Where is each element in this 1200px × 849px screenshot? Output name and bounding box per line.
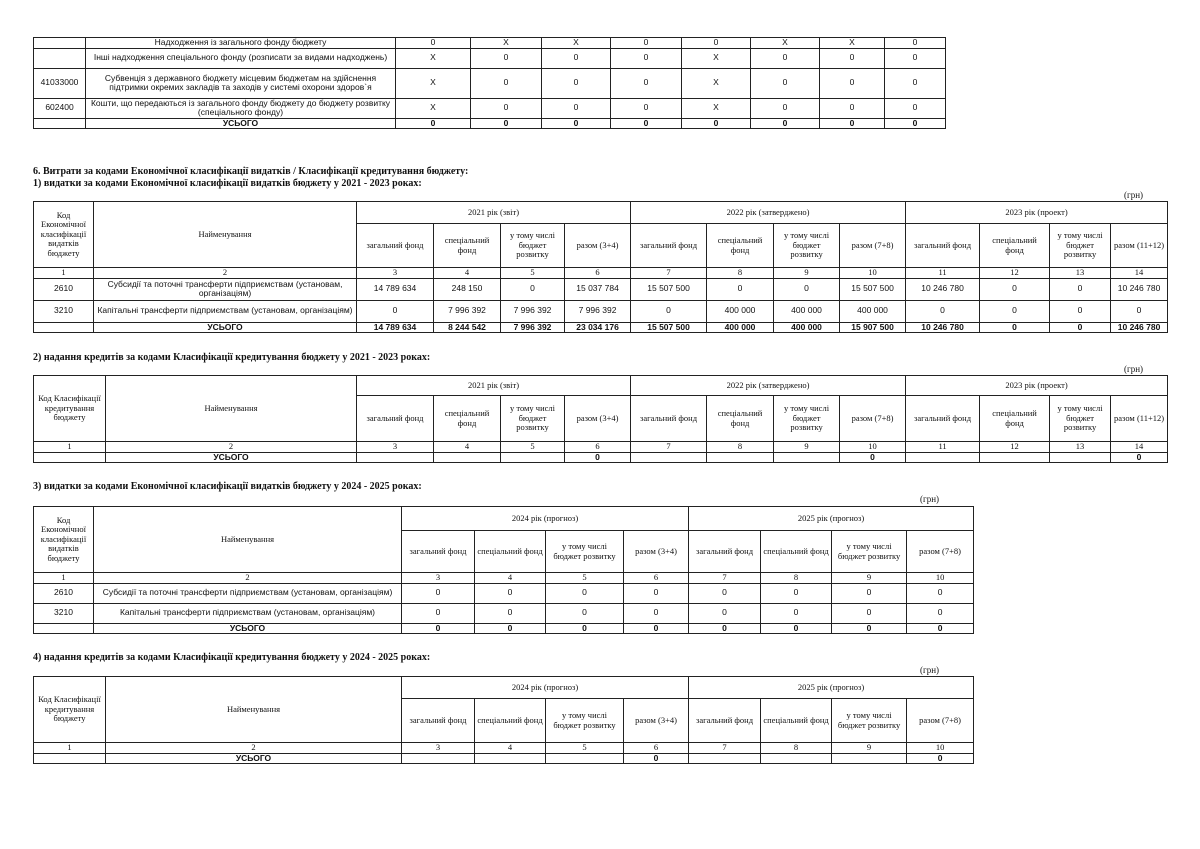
row-name: Надходження із загального фонду бюджету [86,38,396,49]
t1-year-2022: 2022 рік (затверджено) [631,202,906,224]
column-header: спеціальний фонд [475,699,546,743]
column-header: разом (7+8) [840,396,906,442]
column-header: спеціальний фонд [434,224,501,268]
column-header: разом (3+4) [624,531,689,573]
row-value [631,452,707,463]
column-number: 7 [689,573,761,584]
row-value: 0 [885,48,946,68]
row-code: 3210 [34,300,94,322]
row-name: Інші надходження спеціального фонду (розписати за видами надходжень) [86,48,396,68]
row-value: 0 [980,278,1050,300]
row-value [434,452,501,463]
column-number: 6 [565,268,631,279]
row-value: 0 [689,583,761,603]
row-value: 0 [820,68,885,98]
row-value: 0 [611,38,682,49]
t2-year-2021: 2021 рік (звіт) [357,376,631,396]
column-number: 1 [34,268,94,279]
row-name: УСЬОГО [94,623,402,634]
row-value: 400 000 [774,322,840,333]
column-header: спеціальний фонд [980,396,1050,442]
column-number: 6 [624,573,689,584]
column-header: разом (7+8) [907,531,974,573]
t4-name-header: Найменування [106,677,402,743]
column-header: спеціальний фонд [434,396,501,442]
row-value: 7 996 392 [565,300,631,322]
subsection4-title: 4) надання кредитів за кодами Класифікації кредитування бюджету у 2024 - 2025 роках: [33,652,431,663]
column-number: 9 [832,743,907,754]
column-header: разом (11+12) [1111,224,1168,268]
t1-year-2023: 2023 рік (проект) [906,202,1168,224]
row-value: 0 [471,98,542,118]
row-value: 400 000 [707,322,774,333]
column-number: 2 [106,743,402,754]
row-value: 0 [774,278,840,300]
column-number: 14 [1111,442,1168,453]
column-number: 9 [774,268,840,279]
column-header: у тому числі бюджет розвитку [546,531,624,573]
column-number: 4 [434,442,501,453]
t1-year-2021: 2021 рік (звіт) [357,202,631,224]
row-value: 0 [624,603,689,623]
column-header: у тому числі бюджет розвитку [774,224,840,268]
row-value: 0 [565,452,631,463]
row-value: 0 [542,98,611,118]
column-number: 10 [840,268,906,279]
row-value: 7 996 392 [434,300,501,322]
row-value [402,753,475,764]
table-row [34,278,1168,300]
column-header: у тому числі бюджет розвитку [832,531,907,573]
column-number: 11 [906,442,980,453]
row-value [980,452,1050,463]
row-value: X [542,38,611,49]
t3-year-2025: 2025 рік (прогноз) [689,507,974,531]
row-value: X [682,98,751,118]
row-value: 0 [907,583,974,603]
row-name: УСЬОГО [106,452,357,463]
row-value: 0 [885,118,946,129]
row-value: 0 [402,583,475,603]
column-header: разом (7+8) [907,699,974,743]
t4-year-2025: 2025 рік (прогноз) [689,677,974,699]
row-value: 0 [906,300,980,322]
row-value: 7 996 392 [501,322,565,333]
row-code: 602400 [34,98,86,118]
column-number: 12 [980,268,1050,279]
column-header: у тому числі бюджет розвитку [501,396,565,442]
column-header: у тому числі бюджет розвитку [501,224,565,268]
table-row [34,322,1168,333]
row-value: 15 907 500 [840,322,906,333]
row-value: 0 [475,603,546,623]
row-value: 0 [1050,278,1111,300]
column-number: 6 [565,442,631,453]
column-number: 8 [761,573,832,584]
t1-code-header: Код Економічної класифікації видатків бюджету [34,202,94,268]
row-value [1050,452,1111,463]
column-header: у тому числі бюджет розвитку [1050,396,1111,442]
row-value: 0 [396,38,471,49]
column-number: 4 [475,743,546,754]
column-header: спеціальний фонд [980,224,1050,268]
row-value: 0 [751,118,820,129]
column-header: загальний фонд [402,531,475,573]
column-header: загальний фонд [631,224,707,268]
subsection1-title: 1) видатки за кодами Економічної класифікації видатків бюджету у 2021 - 2023 роках: [33,178,422,189]
row-value: 0 [546,603,624,623]
row-value: 0 [1050,322,1111,333]
row-value: 0 [682,38,751,49]
row-code: 41033000 [34,68,86,98]
total-row [34,452,1168,463]
column-number: 1 [34,573,94,584]
row-value: 0 [542,68,611,98]
revenue-table [33,37,946,129]
row-name: Субсидії та поточні трансферти підприємствам (установам, організаціям) [94,278,357,300]
row-value: 400 000 [774,300,840,322]
t4-year-2024: 2024 рік (прогноз) [402,677,689,699]
row-value: X [751,38,820,49]
column-header: у тому числі бюджет розвитку [832,699,907,743]
row-name: Субсидії та поточні трансферти підприємствам (установам, організаціям) [94,583,402,603]
column-header: загальний фонд [631,396,707,442]
row-value: 0 [832,603,907,623]
row-value: 0 [611,98,682,118]
column-number: 3 [402,743,475,754]
row-value: 0 [624,623,689,634]
row-value: 0 [1050,300,1111,322]
row-value: X [682,48,751,68]
column-header: разом (7+8) [840,224,906,268]
t3-year-2024: 2024 рік (прогноз) [402,507,689,531]
expenses-2024-2025-table [33,506,974,634]
t1-name-header: Найменування [94,202,357,268]
row-value: X [396,48,471,68]
row-value: 0 [624,753,689,764]
t4-code-header: Код Класифікації кредитування бюджету [34,677,106,743]
column-number: 5 [546,573,624,584]
table-row [34,300,1168,322]
row-name: Капітальні трансферти підприємствам (установам, організаціям) [94,603,402,623]
row-value: 14 789 634 [357,322,434,333]
row-value: 0 [980,300,1050,322]
total-row [34,753,974,764]
row-value: 0 [761,603,832,623]
row-name: Кошти, що передаються із загального фонду бюджету до бюджету розвитку (спеціального фонду) [86,98,396,118]
row-value [774,452,840,463]
unit-label-4: (грн) [920,665,940,675]
row-name: УСЬОГО [94,322,357,333]
column-number: 12 [980,442,1050,453]
subsection2-title: 2) надання кредитів за кодами Класифікації кредитування бюджету у 2021 - 2023 роках: [33,352,431,363]
column-header: разом (3+4) [624,699,689,743]
row-code [34,48,86,68]
column-header: спеціальний фонд [707,224,774,268]
row-value: 0 [820,48,885,68]
column-number: 4 [475,573,546,584]
row-value: 0 [357,300,434,322]
row-code: 2610 [34,583,94,603]
row-value: 10 246 780 [1111,322,1168,333]
column-number: 3 [357,442,434,453]
row-value: 0 [751,48,820,68]
row-code [34,38,86,49]
column-number: 7 [631,268,707,279]
row-value: 15 037 784 [565,278,631,300]
column-number: 10 [907,573,974,584]
unit-label-3: (грн) [920,494,940,504]
column-header: разом (3+4) [565,396,631,442]
table-row [34,48,946,68]
row-value: 400 000 [840,300,906,322]
row-value: 0 [907,753,974,764]
row-value: 0 [542,118,611,129]
row-value: 0 [689,623,761,634]
column-number: 10 [840,442,906,453]
row-code [34,322,94,333]
row-name: Субвенція з державного бюджету місцевим бюджетам на здійснення підтримки окремих закладів та заходів у системі охорони здоров`я [86,68,396,98]
column-header: у тому числі бюджет розвитку [1050,224,1111,268]
column-number: 1 [34,442,106,453]
row-value: X [820,38,885,49]
row-value [546,753,624,764]
column-header: спеціальний фонд [761,531,832,573]
row-value: 0 [542,48,611,68]
column-header: загальний фонд [906,224,980,268]
column-header: у тому числі бюджет розвитку [774,396,840,442]
row-value: 0 [907,623,974,634]
row-value: 23 034 176 [565,322,631,333]
row-value: 10 246 780 [1111,278,1168,300]
column-number: 8 [707,268,774,279]
expenses-2021-2023-table [33,201,1168,333]
column-number: 5 [546,743,624,754]
row-value: 10 246 780 [906,322,980,333]
row-value: 0 [832,623,907,634]
row-value: 0 [611,68,682,98]
column-number: 13 [1050,268,1111,279]
t3-code-header: Код Економічної класифікації видатків бюджету [34,507,94,573]
subsection3-title: 3) видатки за кодами Економічної класифікації видатків бюджету у 2024 - 2025 роках: [33,481,422,492]
column-number: 2 [94,573,402,584]
row-value: 248 150 [434,278,501,300]
row-value: 0 [885,68,946,98]
row-value [707,452,774,463]
row-value: 8 244 542 [434,322,501,333]
row-value: 0 [761,583,832,603]
row-code [34,452,106,463]
row-value: 0 [751,98,820,118]
row-value: 0 [840,452,906,463]
credits-2024-2025-table [33,676,974,764]
column-number: 8 [707,442,774,453]
row-value: 0 [624,583,689,603]
column-header: разом (11+12) [1111,396,1168,442]
row-value: 0 [546,623,624,634]
column-header: загальний фонд [402,699,475,743]
column-header: спеціальний фонд [475,531,546,573]
column-number: 3 [402,573,475,584]
row-value: 10 246 780 [906,278,980,300]
column-header: загальний фонд [906,396,980,442]
column-number: 6 [624,743,689,754]
row-value: 0 [707,278,774,300]
row-value: 0 [501,278,565,300]
row-value: 0 [682,118,751,129]
row-value: 0 [751,68,820,98]
column-header: разом (3+4) [565,224,631,268]
column-number: 4 [434,268,501,279]
row-value [761,753,832,764]
row-code [34,118,86,129]
row-value: 0 [761,623,832,634]
column-number: 9 [832,573,907,584]
row-value: 0 [396,118,471,129]
row-code [34,623,94,634]
column-header: спеціальний фонд [707,396,774,442]
column-header: у тому числі бюджет розвитку [546,699,624,743]
column-number: 1 [34,743,106,754]
column-number: 2 [94,268,357,279]
section6-title: 6. Витрати за кодами Економічної класифікації видатків / Класифікації кредитування бюджету: [33,166,469,177]
row-value: X [396,68,471,98]
row-value [357,452,434,463]
column-number: 13 [1050,442,1111,453]
row-value: X [471,38,542,49]
column-header: загальний фонд [689,531,761,573]
table-row [34,118,946,129]
row-value: 7 996 392 [501,300,565,322]
row-value: 0 [1111,300,1168,322]
t2-name-header: Найменування [106,376,357,442]
table-row [34,38,946,49]
column-header: спеціальний фонд [761,699,832,743]
table-row [34,68,946,98]
row-value: 0 [1111,452,1168,463]
column-number: 5 [501,442,565,453]
row-value: 0 [471,68,542,98]
column-number: 8 [761,743,832,754]
column-number: 2 [106,442,357,453]
column-header: загальний фонд [689,699,761,743]
row-value: 15 507 500 [840,278,906,300]
t2-code-header: Код Класифікації кредитування бюджету [34,376,106,442]
row-value [906,452,980,463]
row-value: 15 507 500 [631,322,707,333]
table-row [34,583,974,603]
row-value: 15 507 500 [631,278,707,300]
row-value: X [396,98,471,118]
row-value: 0 [980,322,1050,333]
table-row [34,603,974,623]
column-number: 14 [1111,268,1168,279]
t3-name-header: Найменування [94,507,402,573]
table-row [34,623,974,634]
row-value: 0 [611,118,682,129]
column-number: 3 [357,268,434,279]
row-value: 0 [631,300,707,322]
row-value: 0 [402,623,475,634]
row-value: 14 789 634 [357,278,434,300]
row-value: 0 [611,48,682,68]
row-code: 2610 [34,278,94,300]
row-value [475,753,546,764]
row-value: 0 [885,38,946,49]
row-value [832,753,907,764]
row-value: 0 [820,98,885,118]
row-value [501,452,565,463]
row-code [34,753,106,764]
table-row [34,98,946,118]
row-name: УСЬОГО [86,118,396,129]
row-value: 0 [546,583,624,603]
row-name: Капітальні трансферти підприємствам (установам, організаціям) [94,300,357,322]
row-value: 0 [402,603,475,623]
row-value: 0 [471,48,542,68]
row-value: 0 [475,583,546,603]
column-header: загальний фонд [357,396,434,442]
column-number: 5 [501,268,565,279]
t2-year-2022: 2022 рік (затверджено) [631,376,906,396]
column-number: 7 [631,442,707,453]
row-value [689,753,761,764]
column-number: 10 [907,743,974,754]
row-value: 0 [689,603,761,623]
unit-label-2: (грн) [1124,364,1144,374]
row-value: X [682,68,751,98]
column-number: 9 [774,442,840,453]
row-value: 400 000 [707,300,774,322]
t2-year-2023: 2023 рік (проект) [906,376,1168,396]
row-value: 0 [475,623,546,634]
column-number: 11 [906,268,980,279]
row-value: 0 [832,583,907,603]
column-number: 7 [689,743,761,754]
unit-label-1: (грн) [1124,190,1144,200]
credits-2021-2023-table [33,375,1168,463]
column-header: загальний фонд [357,224,434,268]
row-code: 3210 [34,603,94,623]
row-value: 0 [471,118,542,129]
row-name: УСЬОГО [106,753,402,764]
row-value: 0 [907,603,974,623]
row-value: 0 [820,118,885,129]
row-value: 0 [885,98,946,118]
